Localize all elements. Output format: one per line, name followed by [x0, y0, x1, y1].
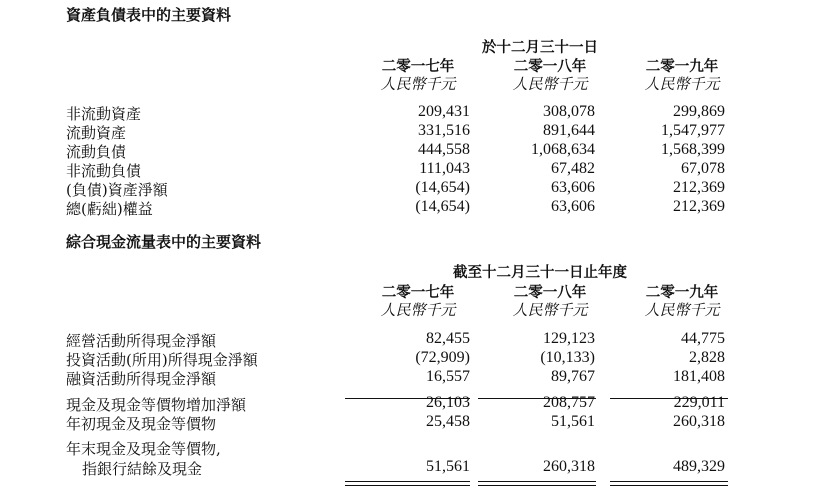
- subtotal-rule-2017: [345, 398, 470, 399]
- cashflow-unit-2018: 人民幣千元: [512, 301, 588, 319]
- cashflow-row-value: 208,757: [543, 394, 595, 411]
- final-value-2019: 489,329: [673, 458, 725, 475]
- double-rule-bottom-2017: [345, 485, 470, 486]
- balance-row-value: 67,078: [681, 160, 725, 177]
- cashflow-row-value: 181,408: [673, 368, 725, 385]
- balance-row-value: 299,869: [673, 103, 725, 120]
- cashflow-row-value: (72,909): [415, 349, 470, 366]
- balance-row-value: 212,369: [673, 179, 725, 196]
- balance-row-value: (14,654): [415, 179, 470, 196]
- balance-row-value: 1,068,634: [531, 141, 595, 158]
- final-value-2018: 260,318: [543, 458, 595, 475]
- subtotal-rule-2019: [610, 398, 728, 399]
- balance-row-value: 331,516: [418, 122, 470, 139]
- balance-year-2018: 二零一八年: [513, 59, 587, 75]
- balance-row-value: 444,558: [418, 141, 470, 158]
- balance-row-label: 非流動負債: [66, 162, 142, 180]
- double-rule-bottom-2019: [610, 485, 728, 486]
- cashflow-row-value: 51,561: [551, 413, 595, 430]
- double-rule-top-2017: [345, 481, 470, 482]
- balance-row-value: 63,606: [551, 198, 595, 215]
- cashflow-unit-2017: 人民幣千元: [380, 301, 456, 319]
- balance-row-label: 非流動資產: [66, 105, 142, 123]
- cashflow-row-label: 融資活動所得現金淨額: [66, 370, 217, 388]
- double-rule-top-2019: [610, 481, 728, 482]
- cashflow-unit-2019: 人民幣千元: [644, 301, 720, 319]
- balance-row-label: (負債)資產淨額: [66, 181, 168, 199]
- balance-period-header: 於十二月三十一日: [482, 40, 598, 56]
- balance-row-value: 111,043: [419, 160, 470, 177]
- double-rule-bottom-2018: [478, 485, 596, 486]
- cashflow-year-2018: 二零一八年: [513, 285, 587, 301]
- cashflow-row-label: 經營活動所得現金淨額: [66, 332, 217, 350]
- balance-row-value: 1,547,977: [661, 122, 725, 139]
- balance-row-value: 63,606: [551, 179, 595, 196]
- cashflow-row-value: 89,767: [551, 368, 595, 385]
- balance-year-2017: 二零一七年: [381, 59, 455, 75]
- cashflow-row-label: 年初現金及現金等價物: [66, 415, 217, 433]
- cashflow-year-2017: 二零一七年: [381, 285, 455, 301]
- cashflow-row-value: 16,557: [426, 368, 470, 385]
- balance-unit-2017: 人民幣千元: [380, 75, 456, 93]
- balance-unit-2018: 人民幣千元: [512, 75, 588, 93]
- balance-row-value: 308,078: [543, 103, 595, 120]
- balance-row-value: (14,654): [415, 198, 470, 215]
- double-rule-top-2018: [478, 481, 596, 482]
- cashflow-row-label: 現金及現金等價物增加淨額: [66, 396, 247, 414]
- final-row-label-2: 指銀行結餘及現金: [82, 460, 203, 478]
- cashflow-row-value: 44,775: [681, 330, 725, 347]
- balance-row-label: 總(虧絀)權益: [66, 200, 153, 218]
- balance-row-value: 67,482: [551, 160, 595, 177]
- subtotal-rule-2018: [478, 398, 596, 399]
- final-row-label-1: 年末現金及現金等價物,: [66, 440, 221, 458]
- cashflow-row-value: 229,011: [673, 394, 725, 411]
- cashflow-row-value: 26,103: [426, 394, 470, 411]
- balance-row-value: 891,644: [543, 122, 595, 139]
- balance-row-label: 流動負債: [66, 143, 127, 161]
- cashflow-row-value: 82,455: [426, 330, 470, 347]
- final-value-2017: 51,561: [426, 458, 470, 475]
- balance-title: 資產負債表中的主要資料: [66, 6, 232, 24]
- balance-unit-2019: 人民幣千元: [644, 75, 720, 93]
- balance-year-2019: 二零一九年: [645, 59, 719, 75]
- cashflow-title: 綜合現金流量表中的主要資料: [66, 233, 262, 251]
- cashflow-row-value: 25,458: [426, 413, 470, 430]
- cashflow-row-label: 投資活動(所用)所得現金淨額: [66, 351, 258, 369]
- balance-row-value: 209,431: [418, 103, 470, 120]
- cashflow-period-header: 截至十二月三十一日止年度: [453, 265, 627, 281]
- balance-row-value: 212,369: [673, 198, 725, 215]
- cashflow-row-value: 129,123: [543, 330, 595, 347]
- balance-row-label: 流動資產: [66, 124, 127, 142]
- cashflow-row-value: 260,318: [673, 413, 725, 430]
- cashflow-row-value: (10,133): [540, 349, 595, 366]
- cashflow-year-2019: 二零一九年: [645, 285, 719, 301]
- balance-row-value: 1,568,399: [661, 141, 725, 158]
- cashflow-row-value: 2,828: [689, 349, 725, 366]
